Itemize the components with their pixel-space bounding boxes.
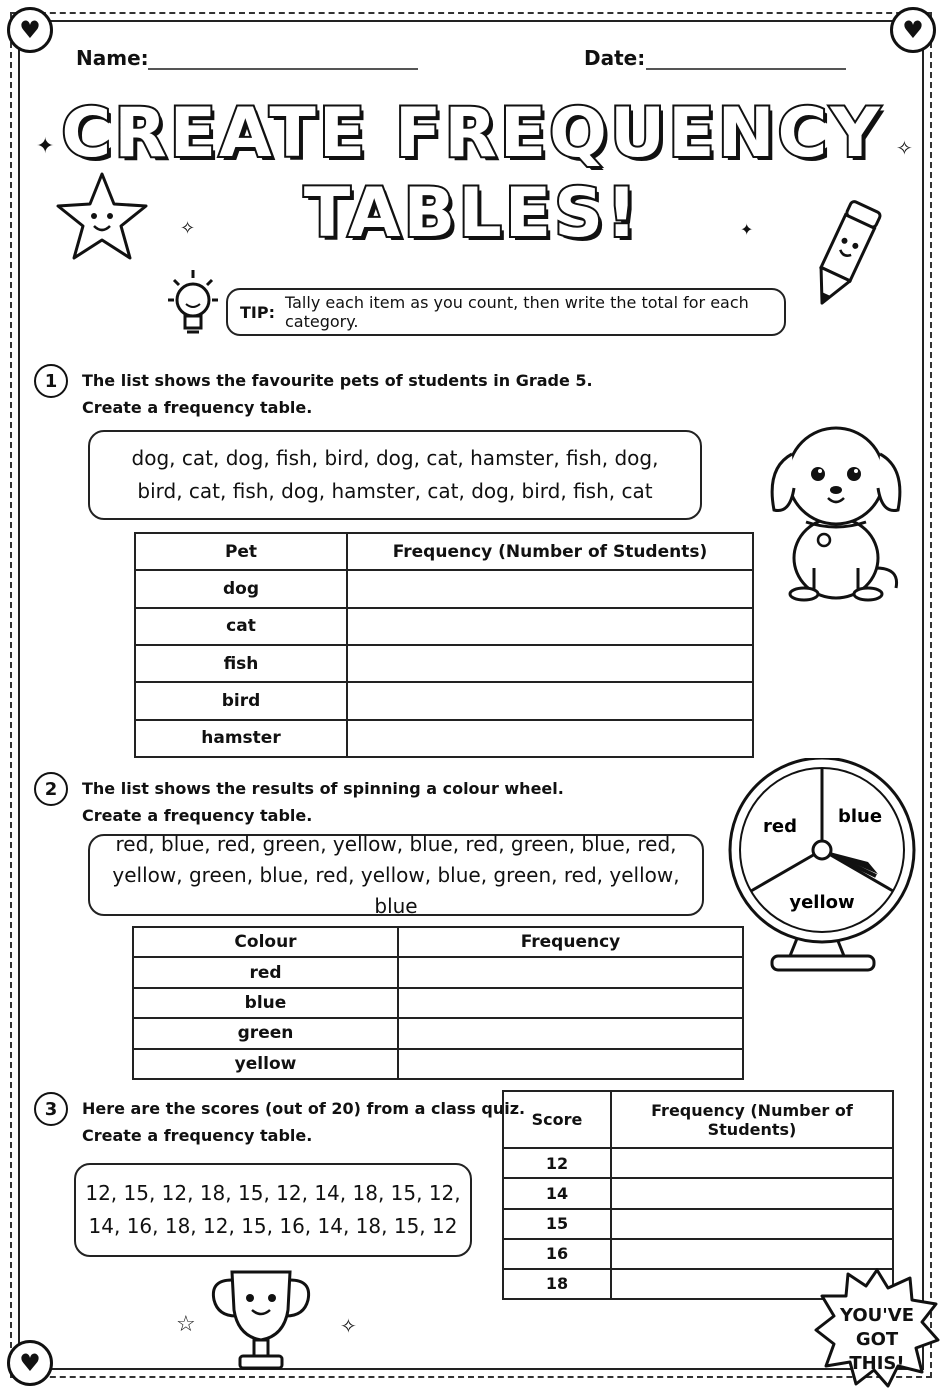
category-cell: bird [135,682,347,719]
table-row [503,1209,893,1239]
question-3-line-2: Create a frequency table. [82,1126,313,1145]
table-row [135,720,753,757]
badge-line-1: YOU'VE [839,1305,915,1326]
category-cell: dog [135,570,347,607]
pet-frequency-table [134,532,754,758]
score-list-box [74,1163,472,1257]
table-row [135,645,753,682]
category-cell: red [133,957,398,987]
name-label: Name: [76,46,149,70]
title-line-2: TABLES! [303,174,641,253]
spinner-wheel-icon [728,758,918,978]
sparkle-icon: ✦ [740,220,754,239]
table-row [503,1148,893,1178]
sparkle-icon: ☆ [176,1312,196,1337]
table-row [503,1239,893,1269]
heart-icon: ♥ [890,7,936,53]
tip-label: TIP: [240,302,275,322]
tip-text: Tally each item as you count, then write the total for each category. [285,293,749,331]
table-row [133,1049,743,1079]
table-header-frequency: Frequency [398,927,743,957]
frequency-input-cell[interactable] [398,988,743,1018]
heart-icon: ♥ [7,1340,53,1386]
question-number-1: 1 [34,364,68,398]
frequency-input-cell[interactable] [398,957,743,987]
heart-icon: ♥ [7,7,53,53]
category-cell: cat [135,608,347,645]
pet-list-line-1: dog, cat, dog, fish, bird, dog, cat, hamster, fish, dog, [131,446,659,470]
table-row [503,1178,893,1208]
question-number-2: 2 [34,772,68,806]
badge-line-2: GOT [855,1329,899,1350]
score-list-line-1: 12, 15, 12, 18, 15, 12, 14, 18, 15, 12, [85,1181,461,1205]
table-row [133,988,743,1018]
pet-list-box [88,430,702,520]
table-row [135,570,753,607]
table-row [135,682,753,719]
frequency-input-cell[interactable] [398,1049,743,1079]
frequency-input-cell[interactable] [611,1148,893,1178]
encouragement-text [826,1304,928,1376]
star-character-icon [52,168,152,264]
table-header-colour: Colour [133,927,398,957]
date-label: Date: [584,46,646,70]
frequency-input-cell[interactable] [611,1209,893,1239]
category-cell: hamster [135,720,347,757]
sparkle-icon: ✧ [896,136,913,160]
table-row [133,1018,743,1048]
question-2-line-1: The list shows the results of spinning a colour wheel. [82,779,564,798]
frequency-input-cell[interactable] [398,1018,743,1048]
question-1-line-2: Create a frequency table. [82,398,313,417]
wheel-label-red: red [763,816,797,837]
wheel-label-yellow: yellow [789,892,855,913]
question-3-line-1: Here are the scores (out of 20) from a class quiz. [82,1099,526,1118]
pet-list-line-2: bird, cat, fish, dog, hamster, cat, dog, bird, fish, cat [137,479,653,503]
category-cell: 12 [503,1148,611,1178]
colour-list-line-1: red, blue, red, green, yellow, blue, red, green, blue, red, [115,831,677,856]
sparkle-icon: ✧ [340,1314,357,1338]
category-cell: yellow [133,1049,398,1079]
question-number-3: 3 [34,1092,68,1126]
sparkle-icon: ✦ [36,134,55,159]
question-2-line-2: Create a frequency table. [82,806,313,825]
table-header-pet: Pet [135,533,347,570]
title-line-1: CREATE FREQUENCY [61,94,883,173]
tip-box [226,288,786,336]
question-2-text [82,775,564,829]
category-cell: 14 [503,1178,611,1208]
table-header-row [503,1091,893,1148]
lightbulb-icon [160,266,226,346]
category-cell: blue [133,988,398,1018]
colour-list-box [88,831,704,918]
trophy-icon [206,1266,316,1378]
table-row [135,608,753,645]
table-header-score: Score [503,1091,611,1148]
frequency-input-cell[interactable] [611,1178,893,1208]
table-header-frequency: Frequency (Number of Students) [611,1091,893,1148]
wheel-label-blue: blue [837,806,883,827]
category-cell: fish [135,645,347,682]
category-cell: 18 [503,1269,611,1299]
frequency-input-cell[interactable] [347,608,753,645]
table-header-row [133,927,743,957]
colour-list-line-2: yellow, green, blue, red, yellow, blue, green, red, yellow, blue [112,862,680,918]
date-field[interactable] [646,68,846,70]
name-field[interactable] [148,68,418,70]
table-row [133,957,743,987]
frequency-input-cell[interactable] [347,720,753,757]
puppy-icon [764,418,906,602]
table-header-frequency: Frequency (Number of Students) [347,533,753,570]
score-list-line-2: 14, 16, 18, 12, 15, 16, 14, 18, 15, 12 [88,1214,458,1238]
question-1-line-1: The list shows the favourite pets of students in Grade 5. [82,371,593,390]
frequency-input-cell[interactable] [611,1239,893,1269]
frequency-input-cell[interactable] [347,682,753,719]
badge-line-3: THIS! [849,1353,905,1374]
question-3-text [82,1095,525,1149]
category-cell: 16 [503,1239,611,1269]
category-cell: green [133,1018,398,1048]
table-header-row [135,533,753,570]
sparkle-icon: ✧ [180,218,196,239]
frequency-input-cell[interactable] [347,570,753,607]
colour-frequency-table [132,926,744,1080]
question-1-text [82,367,593,421]
category-cell: 15 [503,1209,611,1239]
frequency-input-cell[interactable] [347,645,753,682]
pencil-character-icon [794,196,894,316]
